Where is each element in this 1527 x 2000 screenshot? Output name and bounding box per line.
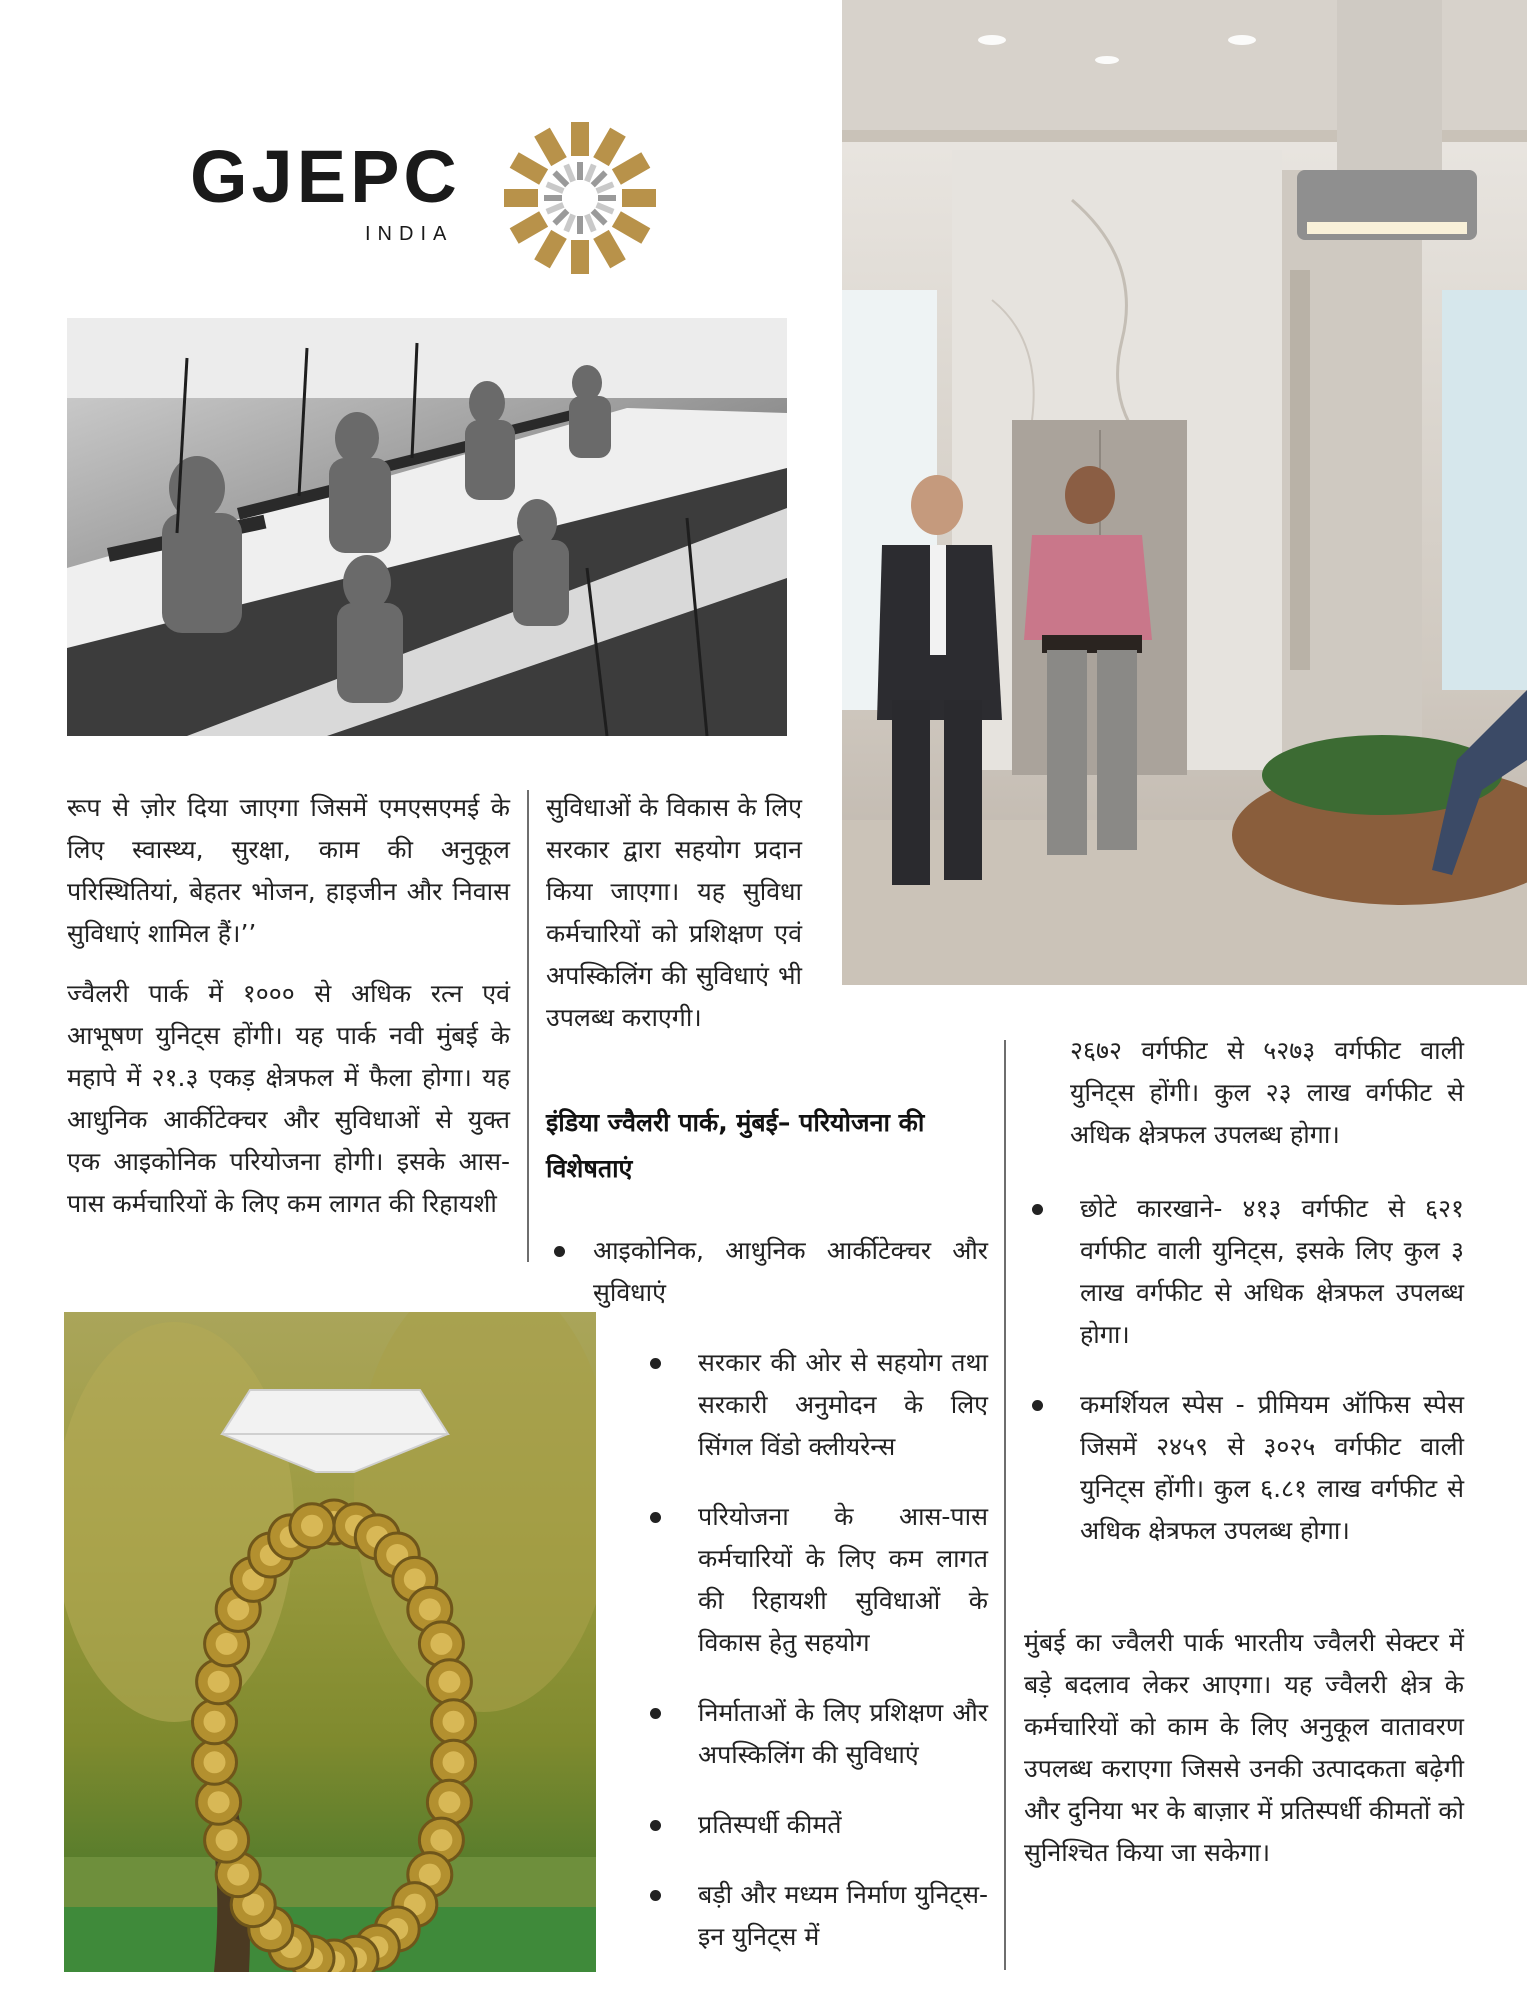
bullet-icon — [1032, 1204, 1043, 1215]
ring-disc-center — [419, 1598, 441, 1620]
gjepc-logo — [190, 118, 670, 288]
col1-paragraph-1: रूप से ज़ोर दिया जाएगा जिसमें एमएसएमई के लिए स्वास्थ्य, सुरक्षा, काम की अनुकूल परिस्थितियां, बेहतर भोजन, हाइजीन और निवास सुविधाएं शामिल हैं।’’ — [67, 793, 510, 948]
ring-disc-center — [430, 1829, 452, 1851]
feature-item-4: निर्माताओं के लिए प्रशिक्षण और अपस्किलिंग की सुविधाएं — [642, 1692, 988, 1776]
col1-paragraph-2: ज्वैलरी पार्क में १००० से अधिक रत्न एवं आभूषण युनिट्स होंगी। यह पार्क नवी मुंबई के महापे में २१.३ एकड़ क्षेत्रफल में फैला होगा। यह आधुनिक आर्कीटेक्चर और सुविधाओं से युक्त एक आइकोनिक परियोजना होगी। इसके आस-पास कर्मचारियों के लिए कम लागत की रिहायशी — [67, 979, 510, 1218]
feature-item-3: परियोजना के आस-पास कर्मचारियों के लिए कम लागत की रिहायशी सुविधाओं के विकास हेतु सहयोग — [642, 1496, 988, 1664]
jewellery-workshop-photo — [67, 318, 787, 736]
column-divider-2 — [1004, 1040, 1006, 1970]
column-3-continuation — [1070, 1030, 1464, 1174]
ring-disc-center — [430, 1633, 452, 1655]
jewellery-park-lobby-render — [842, 0, 1527, 985]
logo-outer-rays — [504, 122, 656, 274]
bullet-icon — [554, 1246, 565, 1257]
sunburst-logo-icon — [500, 118, 660, 278]
ring-disc-center — [227, 1864, 249, 1886]
bullet-icon — [650, 1820, 661, 1831]
ring-disc-center — [216, 1633, 238, 1655]
col2-paragraph-1: सुविधाओं के विकास के लिए सरकार द्वारा सहयोग प्रदान किया जाएगा। यह सुविधा कर्मचारियों को प्रशिक्षण एवं अपस्किलिंग की सुविधाएं भी उपलब्ध कराएगी। — [546, 793, 802, 1032]
diamond-ring-sculpture-photo — [64, 1312, 596, 1972]
facility-list — [1024, 1188, 1464, 1580]
bullet-icon — [650, 1358, 661, 1369]
ring-disc-center — [208, 1791, 230, 1813]
column-1-text — [67, 787, 510, 1243]
bullet-icon — [1032, 1400, 1043, 1411]
ring-disc-center — [204, 1711, 226, 1733]
logo-inner-rays — [544, 162, 616, 234]
bullet-icon — [650, 1512, 661, 1523]
workshop-illustration — [67, 318, 787, 736]
ring-disc-center — [443, 1711, 465, 1733]
col3-continuation-text: २६७२ वर्गफीट से ५२७३ वर्गफीट वाली युनिट्स होंगी। कुल २३ लाख वर्गफीट से अधिक क्षेत्रफल उपलब्ध होगा। — [1070, 1036, 1464, 1149]
features-heading: इंडिया ज्वैलरी पार्क, मुंबई– परियोजना की विशेषताएं — [546, 1108, 925, 1183]
ring-disc-center — [216, 1829, 238, 1851]
feature-item-6: बड़ी और मध्यम निर्माण युनिट्स- इन युनिट्स में — [642, 1874, 988, 1958]
feature-item-5: प्रतिस्पर्धी कीमतें — [642, 1804, 988, 1846]
logo-wordmark: GJEPC — [190, 135, 461, 218]
facility-item-commercial-space: कमर्शियल स्पेस - प्रीमियम ऑफिस स्पेस जिसमें २४५९ से ३०२५ वर्गफीट वाली युनिट्स होंगी। कुल ६.८१ लाख वर्गफीट से अधिक क्षेत्रफल उपलब्ध होगा। — [1024, 1384, 1464, 1552]
col3-closing-paragraph: मुंबई का ज्वैलरी पार्क भारतीय ज्वैलरी सेक्टर में बड़े बदलाव लेकर आएगा। यह ज्वैलरी क्षेत्र के कर्मचारियों को काम के लिए अनुकूल वातावरण उपलब्ध कराएगा जिससे उनकी उत्पादकता बढ़ेगी और दुनिया भर के बाज़ार में प्रतिस्पर्धी कीमतों को सुनिश्चित किया जा सकेगा। — [1024, 1628, 1464, 1867]
logo-subtitle: INDIA — [365, 223, 454, 245]
feature-item-1: आइकोनिक, आधुनिक आर्कीटेक्चर और सुविधाएं — [546, 1230, 988, 1314]
ring-disc-center — [204, 1751, 226, 1773]
facility-item-small-factories: छोटे कारखाने- ४१३ वर्गफीट से ६२१ वर्गफीट वाली युनिट्स, इसके लिए कुल ३ लाख वर्गफीट से अधिक क्षेत्रफल उपलब्ध होगा। — [1024, 1188, 1464, 1356]
ring-disc-center — [208, 1671, 230, 1693]
ring-disc-center — [438, 1671, 460, 1693]
column-divider-1 — [527, 790, 529, 1262]
feature-item-2: सरकार की ओर से सहयोग तथा सरकारी अनुमोदन के लिए सिंगल विंडो क्लीयरेन्स — [642, 1342, 988, 1468]
lobby-illustration — [842, 0, 1527, 985]
sculpture-illustration — [64, 1312, 596, 1972]
column-3-closing — [1024, 1622, 1464, 1892]
ring-disc-center — [443, 1751, 465, 1773]
column-2-intro — [546, 787, 802, 1057]
bullet-icon — [650, 1890, 661, 1901]
ring-disc-center — [438, 1791, 460, 1813]
ring-disc-center — [301, 1515, 323, 1537]
features-list — [546, 1230, 988, 1986]
bullet-icon — [650, 1708, 661, 1719]
